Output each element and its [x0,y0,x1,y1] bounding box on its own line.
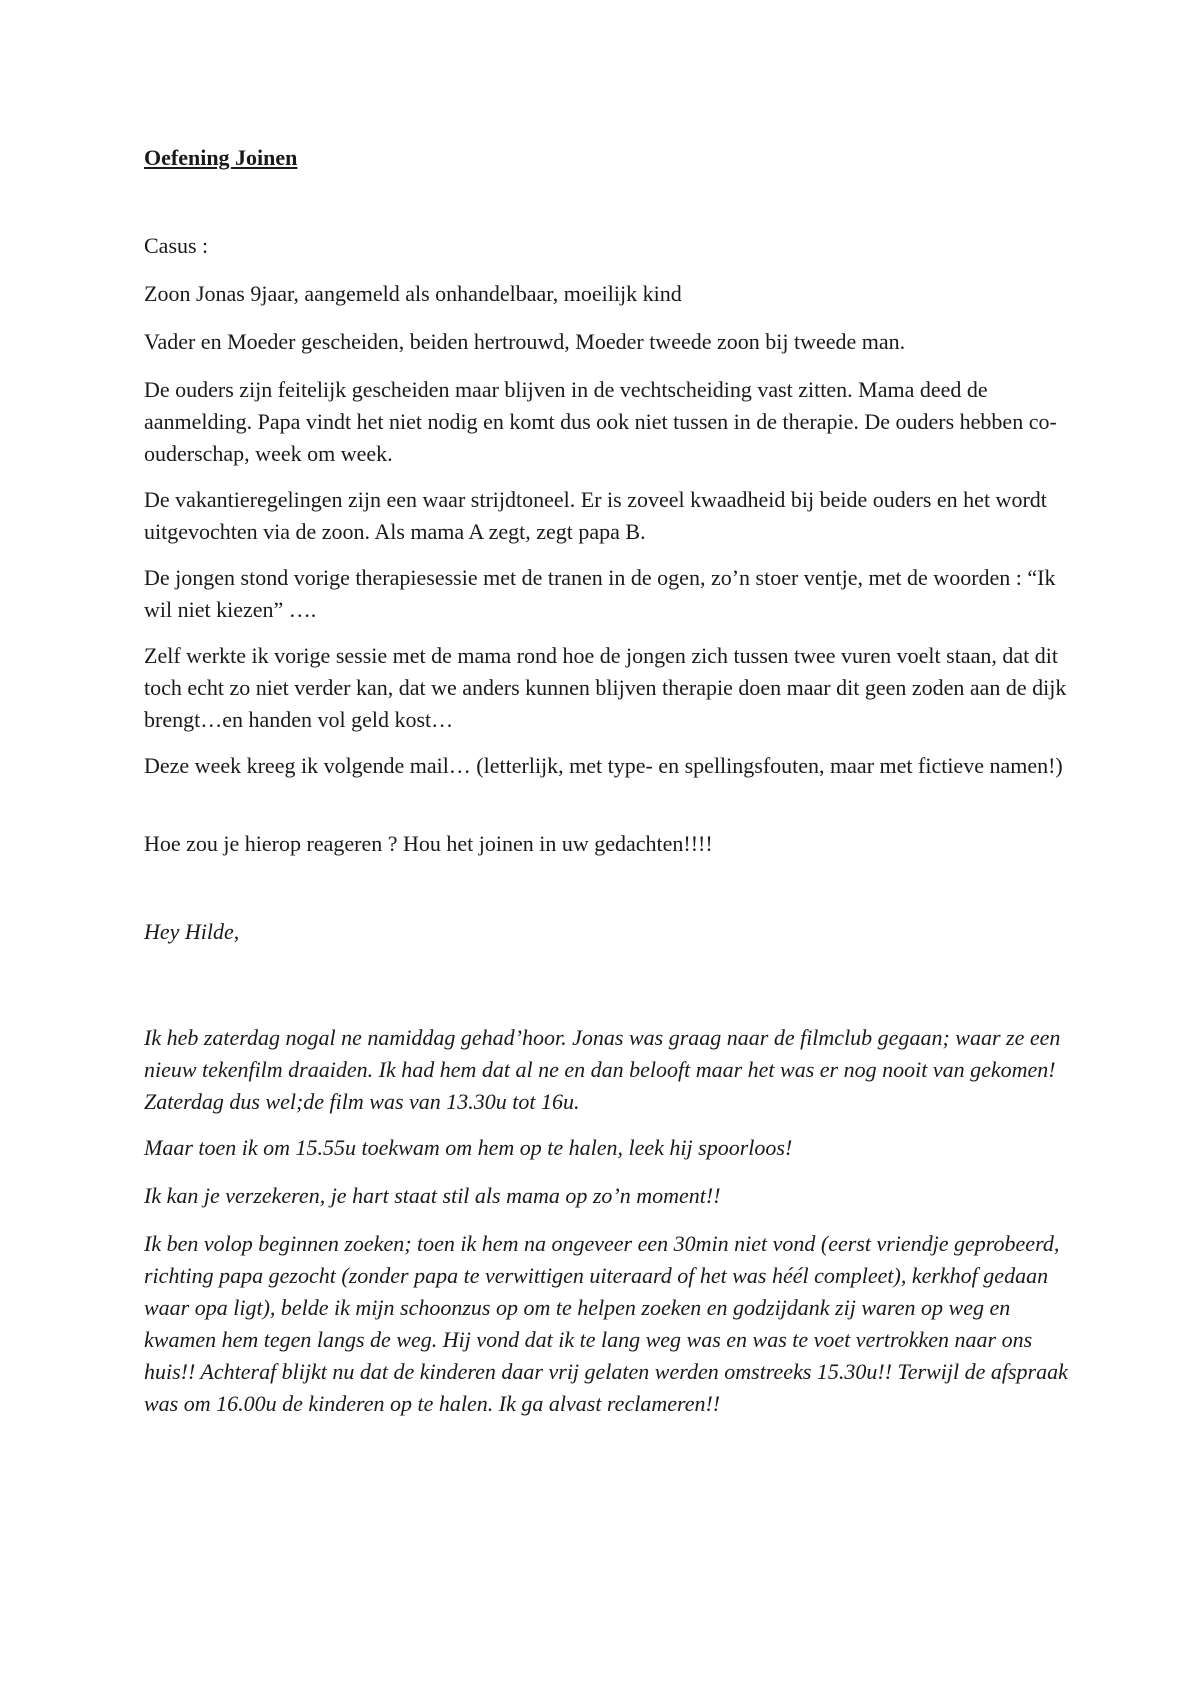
paragraph-4: De vakantieregelingen zijn een waar strijdtoneel. Er is zoveel kwaadheid bij beide ouders en het wordt uitgevochten via de zoon. Als mama A zegt, zegt papa B. [144,487,1047,544]
paragraph-6: Zelf werkte ik vorige sessie met de mama rond hoe de jongen zich tussen twee vuren voelt staan, dat dit toch echt zo niet verder kan, dat we anders kunnen blijven therapie doen maar dit geen zoden aan de dijk brengt…en handen vol geld kost… [144,643,1067,732]
casus-label: Casus : [144,233,209,258]
mail-paragraph-1: Ik heb zaterdag nogal ne namiddag gehad’hoor. Jonas was graag naar de filmclub gegaan; waar ze een nieuw tekenfilm draaiden. Ik had hem dat al ne en dan belooft maar het was er nog nooit van gekomen! Zaterdag dus wel;de film was van 13.30u tot 16u. [144,1025,1061,1114]
mail-greeting: Hey Hilde, [144,919,240,944]
paragraph-2: Vader en Moeder gescheiden, beiden hertrouwd, Moeder tweede zoon bij tweede man. [144,329,906,354]
mail-paragraph-2: Maar toen ik om 15.55u toekwam om hem op te halen, leek hij spoorloos! [144,1135,793,1160]
paragraph-1: Zoon Jonas 9jaar, aangemeld als onhandelbaar, moeilijk kind [144,281,682,306]
paragraph-3: De ouders zijn feitelijk gescheiden maar blijven in de vechtscheiding vast zitten. Mama deed de aanmelding. Papa vindt het niet nodig en komt dus ook niet tussen in de therapie. De ouders hebben co-ouderschap, week om week. [144,377,1057,466]
document-title: Oefening Joinen [144,145,298,170]
paragraph-5: De jongen stond vorige therapiesessie met de tranen in de ogen, zo’n stoer ventje, met de woorden : “Ik wil niet kiezen” …. [144,565,1056,622]
mail-paragraph-3: Ik kan je verzekeren, je hart staat stil als mama op zo’n moment!! [144,1183,721,1208]
paragraph-8: Hoe zou je hierop reageren ? Hou het joinen in uw gedachten!!!! [144,831,713,856]
paragraph-7: Deze week kreeg ik volgende mail… (letterlijk, met type- en spellingsfouten, maar met fictieve namen!) [144,753,1063,778]
mail-paragraph-4: Ik ben volop beginnen zoeken; toen ik hem na ongeveer een 30min niet vond (eerst vriendje geprobeerd, richting papa gezocht (zonder papa te verwittigen uiteraard of het was héél compleet), kerkhof gedaan waar opa ligt), belde ik mijn schoonzus op om te helpen zoeken en godzijdank zij waren op weg en kwamen hem tegen langs de weg. Hij vond dat ik te lang weg was en was te voet vertrokken naar ons huis!! Achteraf blijkt nu dat de kinderen daar vrij gelaten werden omstreeks 15.30u!! Terwijl de afspraak was om 16.00u de kinderen op te halen. Ik ga alvast reclameren!! [144,1231,1068,1416]
